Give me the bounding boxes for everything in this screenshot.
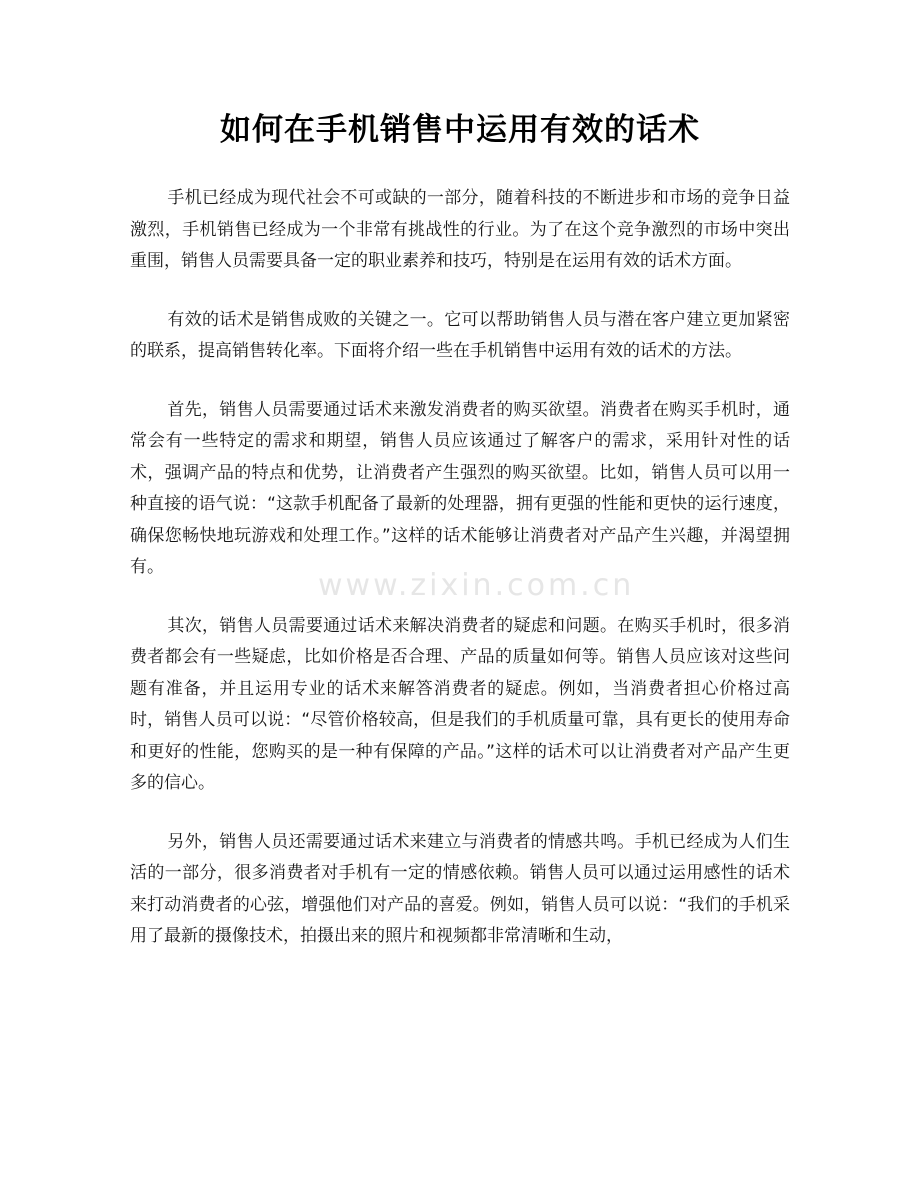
paragraph-1: 手机已经成为现代社会不可或缺的一部分，随着科技的不断进步和市场的竞争日益激烈，手机销售已经成为一个非常有挑战性的行业。为了在这个竞争激烈的市场中突出重围，销售人员需要具备一定的职业素养和技巧，特别是在运用有效的话术方面。 — [130, 188, 790, 271]
paragraph-5: 另外，销售人员还需要通过话术来建立与消费者的情感共鸣。手机已经成为人们生活的一部分，很多消费者对手机有一定的情感依赖。销售人员可以通过运用感性的话术来打动消费者的心弦，增强他们对产品的喜爱。例如，销售人员可以说：“我们的手机采用了最新的摄像技术，拍摄出来的照片和视频都非常清晰和生动， — [130, 831, 790, 946]
paragraph-2: 有效的话术是销售成败的关键之一。它可以帮助销售人员与潜在客户建立更加紧密的联系，提高销售转化率。下面将介绍一些在手机销售中运用有效的话术的方法。 — [130, 309, 790, 361]
document-title: 如何在手机销售中运用有效的话术 — [220, 112, 700, 148]
watermark: www.zixin.com.cn — [318, 568, 635, 603]
document-body — [130, 183, 790, 980]
paragraph-3: 首先，销售人员需要通过话术来激发消费者的购买欲望。消费者在购买手机时，通常会有一些特定的需求和期望，销售人员应该通过了解客户的需求，采用针对性的话术，强调产品的特点和优势，让消费者产生强烈的购买欲望。比如，销售人员可以用一种直接的语气说：“这款手机配备了最新的处理器，拥有更强的性能和更快的运行速度，确保您畅快地玩游戏和处理工作。”这样的话术能够让消费者对产品产生兴趣，并渴望拥有。 — [130, 399, 790, 577]
paragraph-4: 其次，销售人员需要通过话术来解决消费者的疑虑和问题。在购买手机时，很多消费者都会有一些疑虑，比如价格是否合理、产品的质量如何等。销售人员应该对这些问题有准备，并且运用专业的话术来解答消费者的疑虑。例如，当消费者担心价格过高时，销售人员可以说：“尽管价格较高，但是我们的手机质量可靠，具有更长的使用寿命和更好的性能，您购买的是一种有保障的产品。”这样的话术可以让消费者对产品产生更多的信心。 — [130, 615, 790, 793]
